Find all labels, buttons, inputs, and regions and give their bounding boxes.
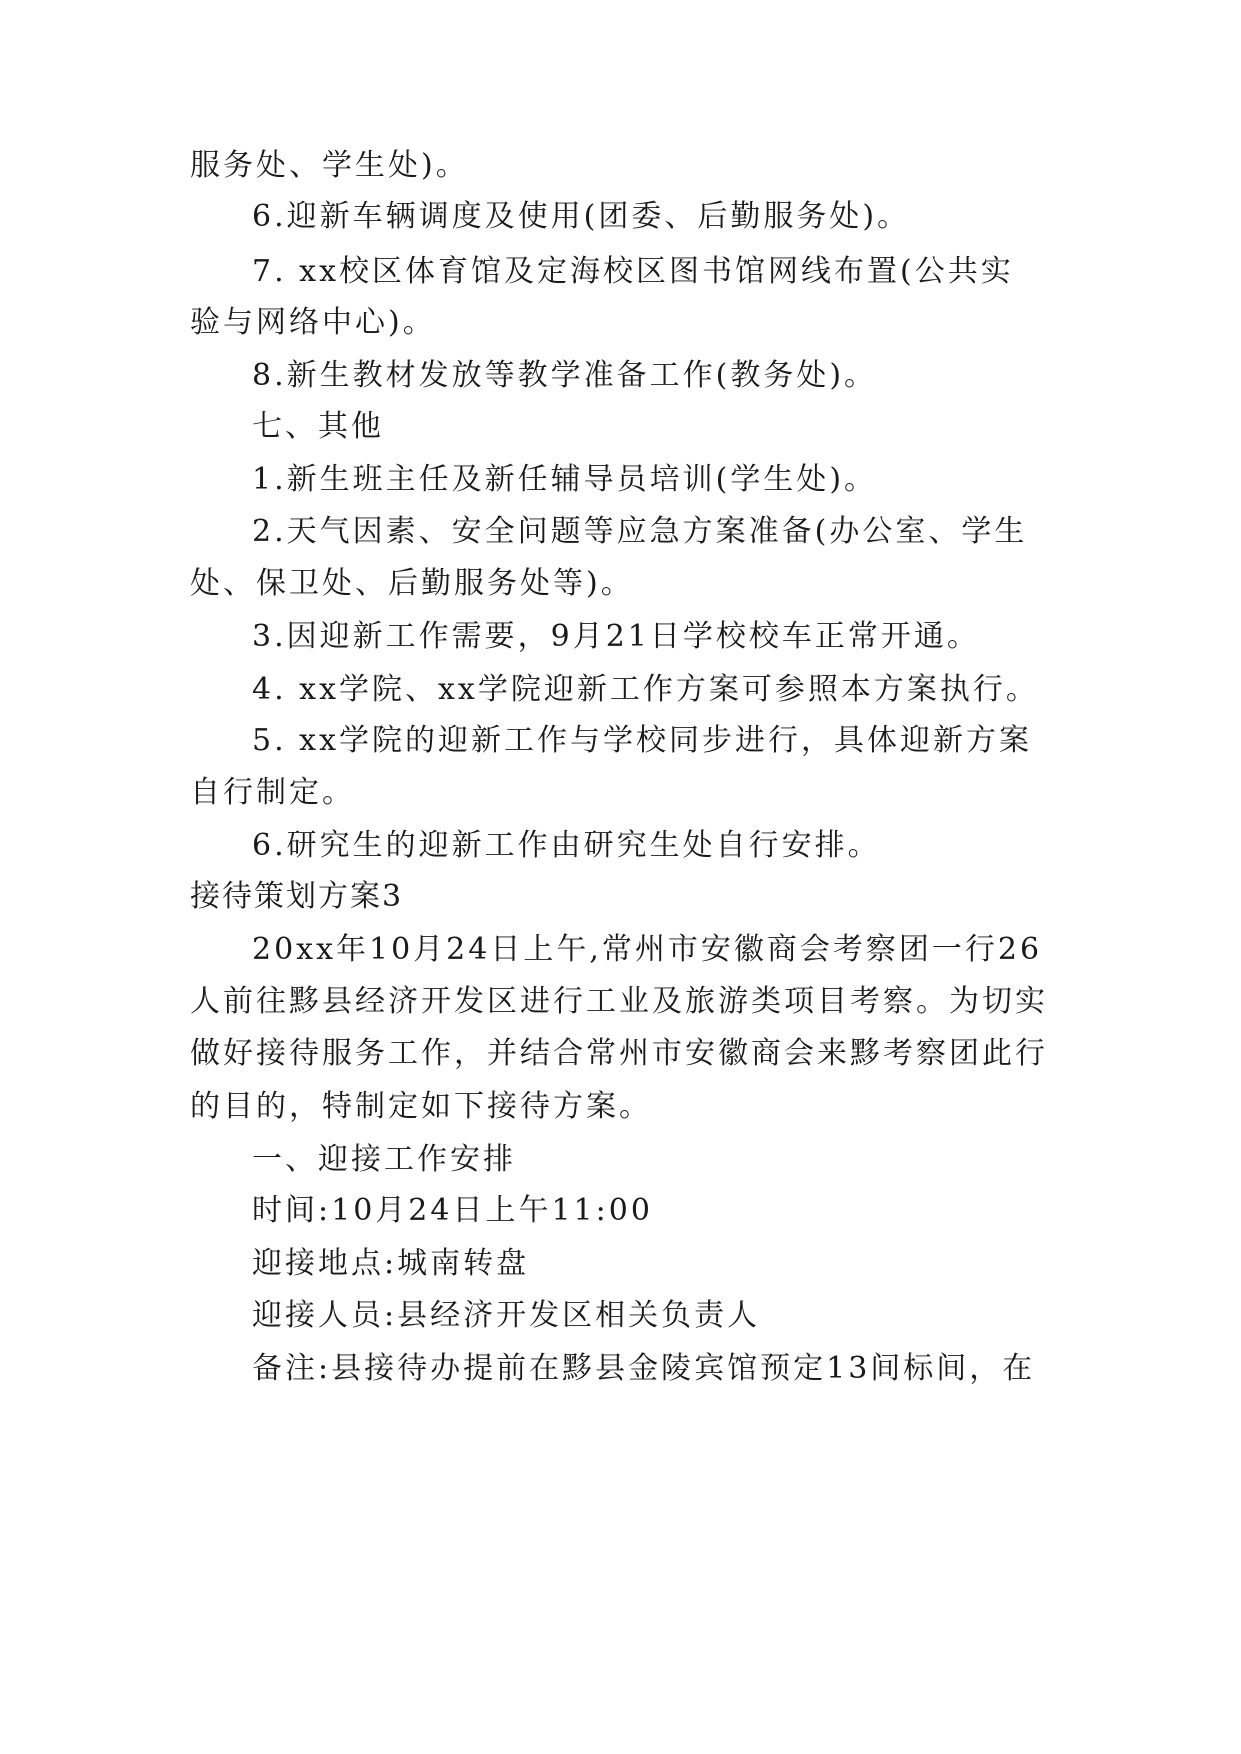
list-item: 7. xx校区体育馆及定海校区图书馆网线布置(公共实 — [252, 254, 1014, 289]
section-heading: 七、其他 — [252, 409, 384, 444]
list-item: 6.研究生的迎新工作由研究生处自行安排。 — [252, 828, 881, 863]
text-line: 服务处、学生处)。 — [190, 148, 469, 183]
list-item: 8.新生教材发放等教学准备工作(教务处)。 — [252, 358, 878, 393]
text-line: 自行制定。 — [190, 775, 355, 810]
detail-line: 迎接地点:城南转盘 — [252, 1246, 530, 1281]
list-item: 1.新生班主任及新任辅导员培训(学生处)。 — [252, 462, 878, 497]
paragraph-line: 的目的，特制定如下接待方案。 — [190, 1089, 652, 1124]
list-item: 3.因迎新工作需要，9月21日学校校车正常开通。 — [252, 619, 980, 654]
paragraph-line: 20xx年10月24日上午,常州市安徽商会考察团一行26 — [252, 932, 1043, 967]
paragraph-line: 做好接待服务工作，并结合常州市安徽商会来黟考察团此行 — [190, 1036, 1048, 1071]
text-line: 验与网络中心)。 — [190, 305, 436, 340]
detail-line: 备注:县接待办提前在黟县金陵宾馆预定13间标间，在 — [252, 1351, 1036, 1386]
section-heading: 一、迎接工作安排 — [252, 1142, 516, 1177]
text-line: 处、保卫处、后勤服务处等)。 — [190, 566, 634, 601]
detail-line: 迎接人员:县经济开发区相关负责人 — [252, 1298, 761, 1333]
list-item: 5. xx学院的迎新工作与学校同步进行，具体迎新方案 — [252, 723, 1032, 758]
list-item: 4. xx学院、xx学院迎新工作方案可参照本方案执行。 — [252, 672, 1039, 707]
detail-line: 时间:10月24日上午11:00 — [252, 1193, 653, 1228]
list-item: 6.迎新车辆调度及使用(团委、后勤服务处)。 — [252, 199, 911, 234]
document-heading: 接待策划方案3 — [190, 879, 404, 914]
list-item: 2.天气因素、安全问题等应急方案准备(办公室、学生 — [252, 514, 1028, 549]
paragraph-line: 人前往黟县经济开发区进行工业及旅游类项目考察。为切实 — [190, 984, 1048, 1019]
